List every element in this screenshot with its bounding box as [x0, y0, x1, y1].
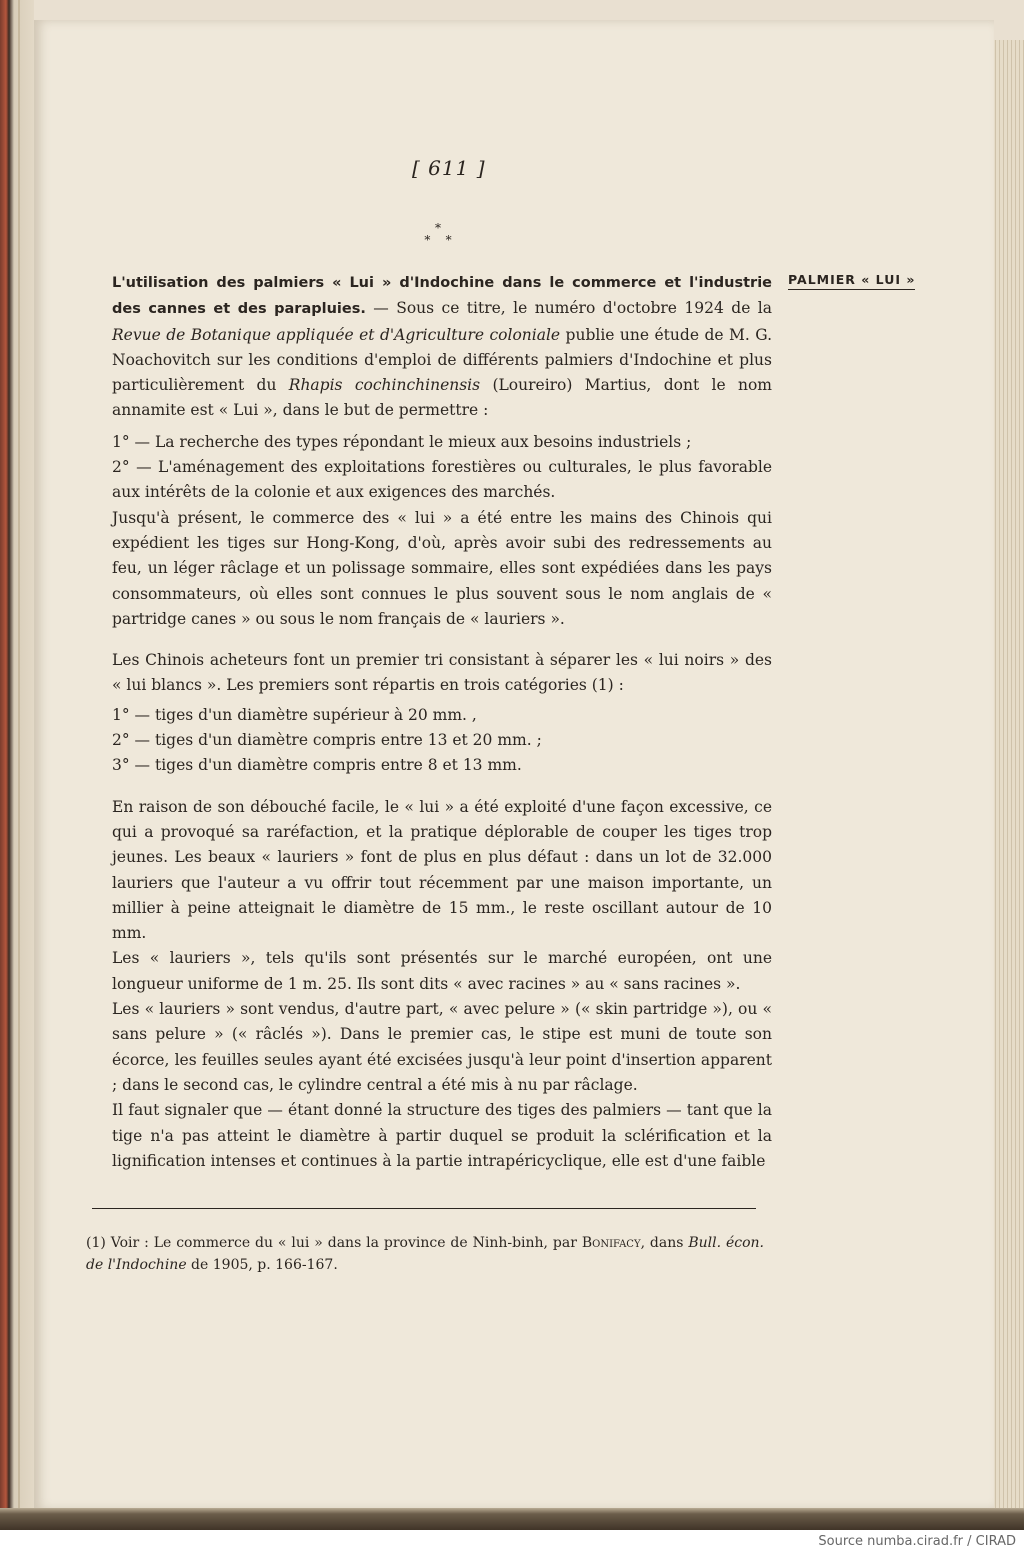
source-credit: Source numba.cirad.fr / CIRAD	[818, 1534, 1016, 1549]
paragraph-commerce: Jusqu'à présent, le commerce des « lui » a été entre les mains des Chinois qui expédient les tiges sur Hong-Kong, d'où, après avoir subi des redressements au feu, un léger râclage et un polissage sommaire, elles sont expédiées dans les pays consommateurs, où elles sont connues le plus souvent sous le nom anglais de « partridge canes » ou sous le nom français de « lauriers ».	[112, 508, 772, 628]
journal-name: Revue de Botanique appliquée et d'Agriculture coloniale	[112, 325, 561, 344]
margin-title: PALMIER « LUI »	[788, 272, 915, 290]
page-number: [ 611 ]	[412, 156, 486, 180]
aim-item: 1° — La recherche des types répondant le mieux aux besoins industriels ;	[112, 432, 692, 451]
category-item: 3° — tiges d'un diamètre compris entre 8 et 13 mm.	[112, 756, 522, 775]
paragraph-pelure: Les « lauriers » sont vendus, d'autre part, « avec pelure » (« skin partridge »), ou « sans pelure » (« râclés »). Dans le premier cas, le stipe est muni de toute son écorce, les feuilles seules ayant été excisées jusqu'à leur point d'insertion apparent ; dans le second cas, le cylindre central a été mis à nu par râclage.	[112, 1000, 772, 1094]
book-spine-edge	[0, 0, 34, 1530]
article-title: L'utilisation des palmiers « Lui » d'Indochine dans le commerce et l'industrie des cannes et des parapluies.	[112, 275, 772, 318]
footnote-rule	[92, 1208, 756, 1209]
article-body	[112, 270, 772, 1174]
category-item: 1° — tiges d'un diamètre supérieur à 20 mm. ,	[112, 705, 477, 724]
section-ornament: * * *	[424, 221, 452, 247]
paragraph-tri: Les Chinois acheteurs font un premier tri consistant à séparer les « lui noirs » des « lui blancs ». Les premiers sont répartis en trois catégories (1) :	[112, 651, 772, 695]
aim-item: 2° — L'aménagement des exploitations forestières ou culturales, le plus favorable aux intérêts de la colonie et aux exigences des marchés.	[112, 458, 772, 502]
species-name: Rhapis cochinchinensis	[288, 376, 481, 395]
footnote-journal: Bull. écon. de l'Indochine	[86, 1235, 764, 1273]
footnote: (1) Voir : Le commerce du « lui » dans la province de Ninh-binh, par Bonifacy, dans Bull. écon. de l'Indochine de 1905, p. 166-167.	[86, 1235, 764, 1273]
footnote-author: Bonifacy	[581, 1235, 641, 1251]
book-bottom-edge	[0, 1508, 1024, 1530]
paragraph-signaler: Il faut signaler que — étant donné la structure des tiges des palmiers — tant que la tige n'a pas atteint le diamètre à partir duquel se produit la sclérification et la lignification intenses et continues à la partie intrapéricyclique, elle est d'une faible	[112, 1101, 772, 1170]
paragraph-exploitation: En raison de son débouché facile, le « lui » a été exploité d'une façon excessive, ce qui a provoqué sa raréfaction, et la pratique déplorable de couper les tiges trop jeunes. Les beaux « lauriers » font de plus en plus défaut : dans un lot de 32.000 lauriers que l'auteur a vu offrir tout récemment par une maison importante, un millier à peine atteignait le diamètre de 15 mm., le reste oscillant autour de 10 mm.	[112, 797, 772, 943]
category-item: 2° — tiges d'un diamètre compris entre 13 et 20 mm. ;	[112, 731, 542, 750]
intro-paragraph: L'utilisation des palmiers « Lui » d'Indochine dans le commerce et l'industrie des cannes et des parapluies. — Sous ce titre, le numéro d'octobre 1924 de la Revue de Botanique appliquée et d'Agriculture coloniale publie une étude de M. G. Noachovitch sur les conditions d'emploi de différents palmiers d'Indochine et plus particulièrement du Rhapis cochinchinensis (Loureiro) Martius, dont le nom annamite est « Lui », dans le but de permettre :	[112, 275, 773, 420]
paragraph-longueur: Les « lauriers », tels qu'ils sont présentés sur le marché européen, ont une longueur uniforme de 1 m. 25. Ils sont dits « avec racines » au « sans racines ».	[112, 949, 772, 993]
